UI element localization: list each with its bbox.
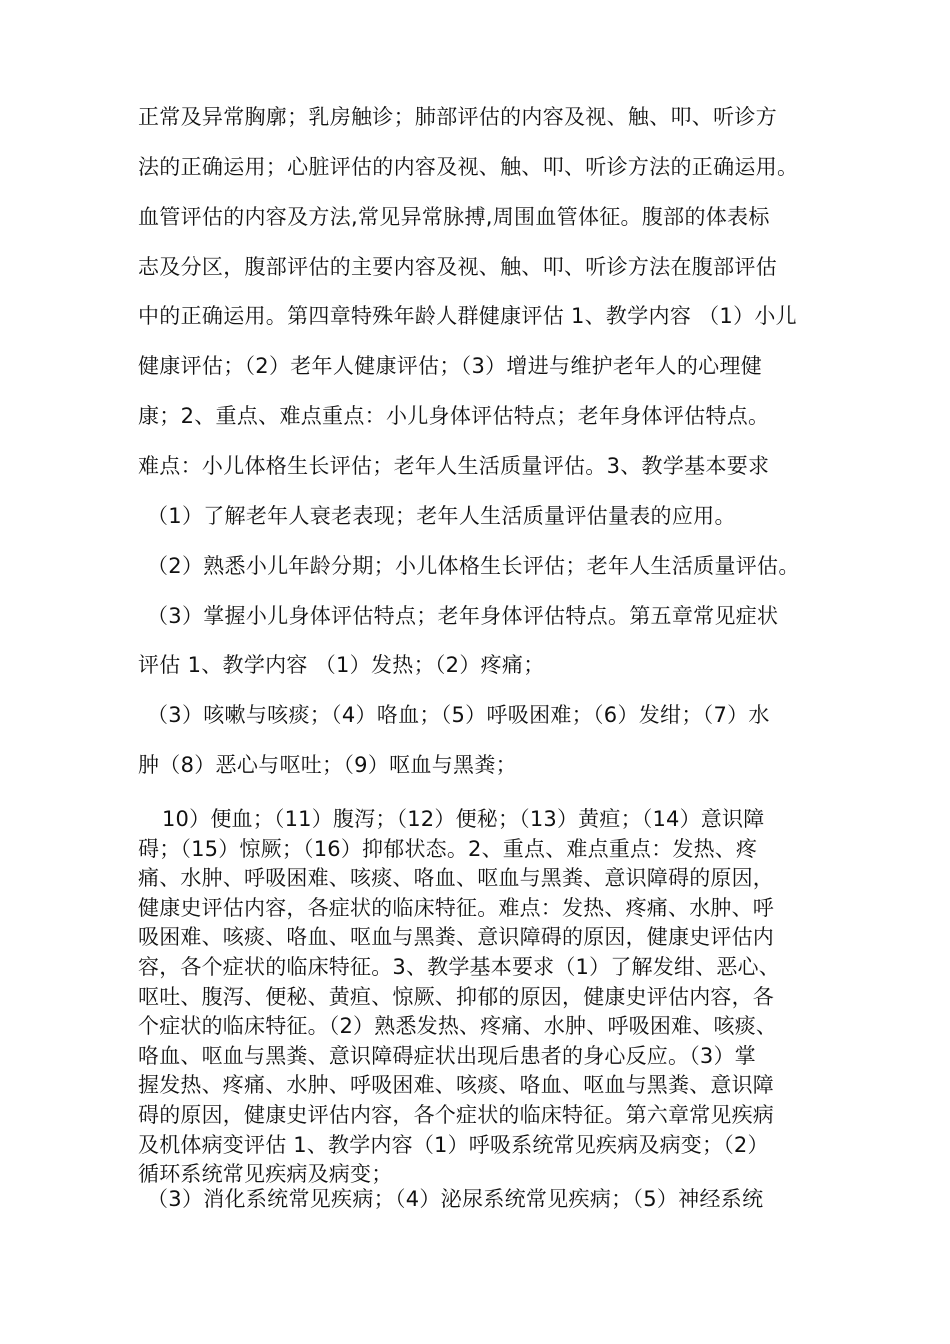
text-line: （3）咳嗽与咳痰；（4）咯血；（5）呼吸困难；（6）发绀；（7）水: [147, 703, 770, 727]
text-line: 健康史评估内容，各症状的临床特征。难点：发热、疼痛、水肿、呼: [138, 895, 774, 920]
text-line: 个症状的临床特征。（2）熟悉发热、疼痛、水肿、呼吸困难、咳痰、: [138, 1014, 778, 1039]
text-line: 碍的原因，健康史评估内容，各个症状的临床特征。第六章常见疾病: [138, 1102, 774, 1127]
text-line: 正常及异常胸廓；乳房触诊；肺部评估的内容及视、触、叩、听诊方: [138, 105, 777, 129]
text-line: （2）熟悉小儿年龄分期；小儿体格生长评估；老年人生活质量评估。: [147, 554, 800, 578]
text-line: 中的正确运用。第四章特殊年龄人群健康评估 1、教学内容 （1）小儿: [138, 304, 797, 328]
text-line: 碍；（15）惊厥；（16）抑郁状态。2、重点、难点重点：发热、疼: [138, 836, 758, 861]
text-line: 握发热、疼痛、水肿、呼吸困难、咳痰、咯血、呕血与黑粪、意识障: [138, 1073, 774, 1098]
text-line: 吸困难、咳痰、咯血、呕血与黑粪、意识障碍的原因，健康史评估内: [138, 925, 774, 950]
text-line: 咯血、呕血与黑粪、意识障碍症状出现后患者的身心反应。（3）掌: [138, 1043, 756, 1068]
text-line: 健康评估；（2）老年人健康评估；（3）增进与维护老年人的心理健: [138, 354, 763, 378]
text-line: 评估 1、教学内容 （1）发热；（2）疼痛；: [138, 653, 545, 677]
text-line: （1）了解老年人衰老表现；老年人生活质量评估量表的应用。: [147, 504, 736, 528]
text-line: 10）便血；（11）腹泻；（12）便秘；（13）黄疸；（14）意识障: [162, 807, 765, 831]
text-line: 呕吐、腹泻、便秘、黄疸、惊厥、抑郁的原因，健康史评估内容，各: [138, 984, 774, 1009]
text-line: （3）掌握小儿身体评估特点；老年身体评估特点。第五章常见症状: [147, 604, 779, 628]
text-line: 法的正确运用；心脏评估的内容及视、触、叩、听诊方法的正确运用。: [138, 155, 799, 179]
dense-paragraph: [138, 805, 853, 1190]
text-line: 及机体病变评估 1、教学内容（1）呼吸系统常见疾病及病变；（2）: [138, 1132, 769, 1157]
text-line: 血管评估的内容及方法,常见异常脉搏,周围血管体征。腹部的体表标: [138, 205, 770, 229]
text-line: 循环系统常见疾病及病变；: [138, 1162, 393, 1187]
text-line: 康；2、重点、难点重点：小儿身体评估特点；老年身体评估特点。: [138, 404, 770, 428]
text-line: 难点：小儿体格生长评估；老年人生活质量评估。3、教学基本要求: [138, 454, 770, 478]
text-line: （3）消化系统常见疾病；（4）泌尿系统常见疾病；（5）神经系统: [147, 1187, 764, 1211]
text-line: 痛、水肿、呼吸困难、咳痰、咯血、呕血与黑粪、意识障碍的原因，: [138, 866, 774, 891]
text-line: 肿（8）恶心与呕吐；（9）呕血与黑粪；: [138, 753, 517, 777]
text-line: 容，各个症状的临床特征。3、教学基本要求（1）了解发绀、恶心、: [138, 954, 780, 979]
text-line: 志及分区，腹部评估的主要内容及视、触、叩、听诊方法在腹部评估: [138, 255, 777, 279]
